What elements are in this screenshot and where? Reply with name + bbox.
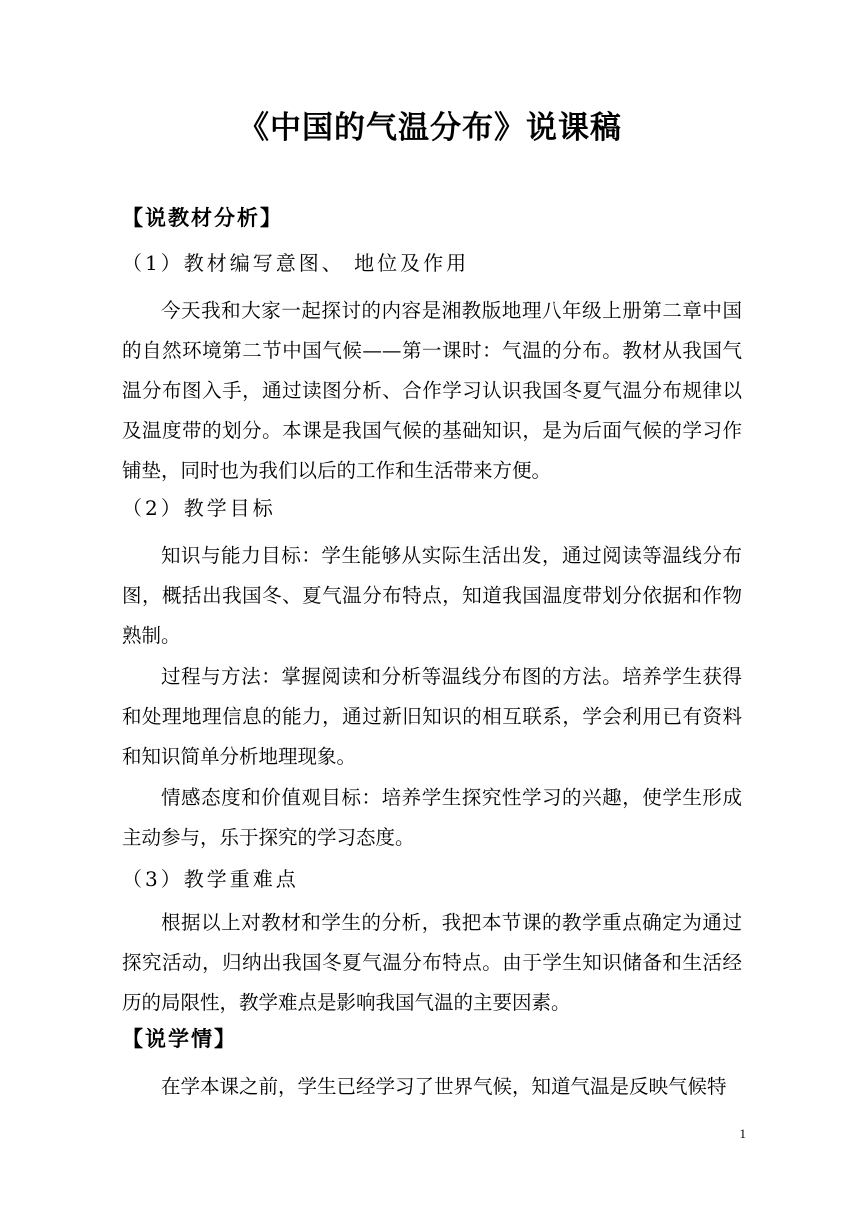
section-heading-textbook-analysis: 【说教材分析】 xyxy=(122,206,283,230)
document-title: 《中国的气温分布》说课稿 xyxy=(238,110,622,146)
subsection-heading-goals: （2）教学目标 xyxy=(122,496,276,520)
subsection-heading-intent: （1）教材编写意图、 地位及作用 xyxy=(122,251,470,275)
paragraph-goal-process: 过程与方法：掌握阅读和分析等温线分布图的方法。培养学生获得和处理地理信息的能力，通过新旧知识的相互联系，学会利用已有资料和知识简单分析地理现象。 xyxy=(122,665,742,768)
page-number: 1 xyxy=(739,1126,746,1141)
paragraph-key-points: 根据以上对教材和学生的分析，我把本节课的教学重点确定为通过探究活动，归纳出我国冬夏气温分布特点。由于学生知识储备和生活经历的局限性，教学难点是影响我国气温的主要因素。 xyxy=(122,911,742,1014)
paragraph-goal-attitude: 情感态度和价值观目标：培养学生探究性学习的兴趣，使学生形成主动参与，乐于探究的学习态度。 xyxy=(122,786,742,849)
section-heading-learner-analysis: 【说学情】 xyxy=(122,1027,237,1051)
paragraph-learner-analysis: 在学本课之前，学生已经学习了世界气候，知道气温是反映气候特 xyxy=(161,1075,727,1098)
subsection-heading-key-points: （3）教学重难点 xyxy=(122,867,299,891)
paragraph-intent: 今天我和大家一起探讨的内容是湘教版地理八年级上册第二章中国的自然环境第二节中国气候——第一课时：气温的分布。教材从我国气温分布图入手，通过读图分析、合作学习认识我国冬夏气温分布规律以及温度带的划分。本课是我国气候的基础知识，是为后面气候的学习作铺垫，同时也为我们以后的工作和生活带来方便。 xyxy=(122,299,742,482)
paragraph-goal-knowledge: 知识与能力目标：学生能够从实际生活出发，通过阅读等温线分布图，概括出我国冬、夏气温分布特点，知道我国温度带划分依据和作物熟制。 xyxy=(122,544,742,647)
